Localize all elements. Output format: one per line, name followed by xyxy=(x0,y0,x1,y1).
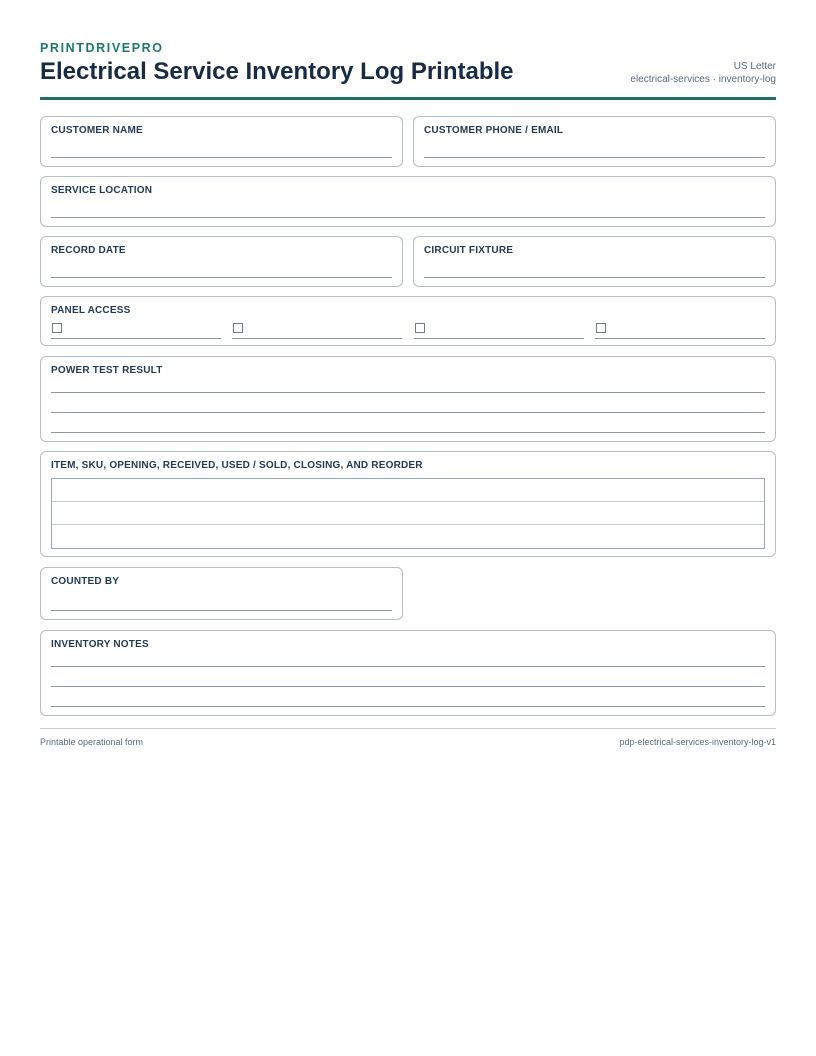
record-date-line[interactable] xyxy=(51,277,392,278)
customer-contact-field[interactable] xyxy=(413,116,776,167)
inventory-table-field xyxy=(40,451,776,557)
document-meta xyxy=(630,60,776,86)
inventory-table-label: ITEM, SKU, OPENING, RECEIVED, USED / SOLD, CLOSING, AND REORDER xyxy=(51,460,423,471)
circuit-fixture-line[interactable] xyxy=(424,277,765,278)
service-location-field[interactable] xyxy=(40,176,776,227)
inventory-table xyxy=(51,478,765,549)
inventory-notes-label: INVENTORY NOTES xyxy=(51,639,149,650)
customer-name-label: CUSTOMER NAME xyxy=(51,125,143,136)
inventory-notes-line-3[interactable] xyxy=(51,706,765,707)
panel-access-option-line-2[interactable] xyxy=(232,338,402,339)
inventory-notes-line-2[interactable] xyxy=(51,686,765,687)
brand-name: PRINTDRIVEPRO xyxy=(40,41,164,55)
panel-access-option-line-3[interactable] xyxy=(414,338,584,339)
customer-contact-line[interactable] xyxy=(424,157,765,158)
paper-size: US Letter xyxy=(733,61,776,72)
counted-by-line[interactable] xyxy=(51,610,392,611)
record-date-field[interactable] xyxy=(40,236,403,287)
page-title: Electrical Service Inventory Log Printable xyxy=(40,58,514,85)
counted-by-field[interactable] xyxy=(40,567,403,620)
panel-access-checkbox-2[interactable] xyxy=(233,323,243,333)
document-tags: electrical-services · inventory-log xyxy=(630,74,776,85)
power-test-result-label: POWER TEST RESULT xyxy=(51,365,163,376)
panel-access-field xyxy=(40,296,776,346)
table-row[interactable] xyxy=(52,525,764,548)
customer-name-field[interactable] xyxy=(40,116,403,167)
header-divider xyxy=(40,97,776,100)
table-row[interactable] xyxy=(52,502,764,525)
footer-divider xyxy=(40,728,776,729)
power-test-result-field[interactable] xyxy=(40,356,776,442)
inventory-notes-field[interactable] xyxy=(40,630,776,716)
inventory-notes-line-1[interactable] xyxy=(51,666,765,667)
footer-form-id: pdp-electrical-services-inventory-log-v1 xyxy=(619,737,776,747)
panel-access-checkbox-4[interactable] xyxy=(596,323,606,333)
power-test-line-3[interactable] xyxy=(51,432,765,433)
footer-description: Printable operational form xyxy=(40,737,144,747)
counted-by-label: COUNTED BY xyxy=(51,576,120,587)
panel-access-checkbox-1[interactable] xyxy=(52,323,62,333)
service-location-line[interactable] xyxy=(51,217,765,218)
customer-name-line[interactable] xyxy=(51,157,392,158)
service-location-label: SERVICE LOCATION xyxy=(51,185,153,196)
panel-access-option-line-4[interactable] xyxy=(595,338,765,339)
record-date-label: RECORD DATE xyxy=(51,245,126,256)
panel-access-checkbox-3[interactable] xyxy=(415,323,425,333)
table-row[interactable] xyxy=(52,479,764,502)
panel-access-option-line-1[interactable] xyxy=(51,338,221,339)
power-test-line-1[interactable] xyxy=(51,392,765,393)
circuit-fixture-field[interactable] xyxy=(413,236,776,287)
panel-access-label: PANEL ACCESS xyxy=(51,305,131,316)
power-test-line-2[interactable] xyxy=(51,412,765,413)
customer-contact-label: CUSTOMER PHONE / EMAIL xyxy=(424,125,564,136)
circuit-fixture-label: CIRCUIT FIXTURE xyxy=(424,245,514,256)
